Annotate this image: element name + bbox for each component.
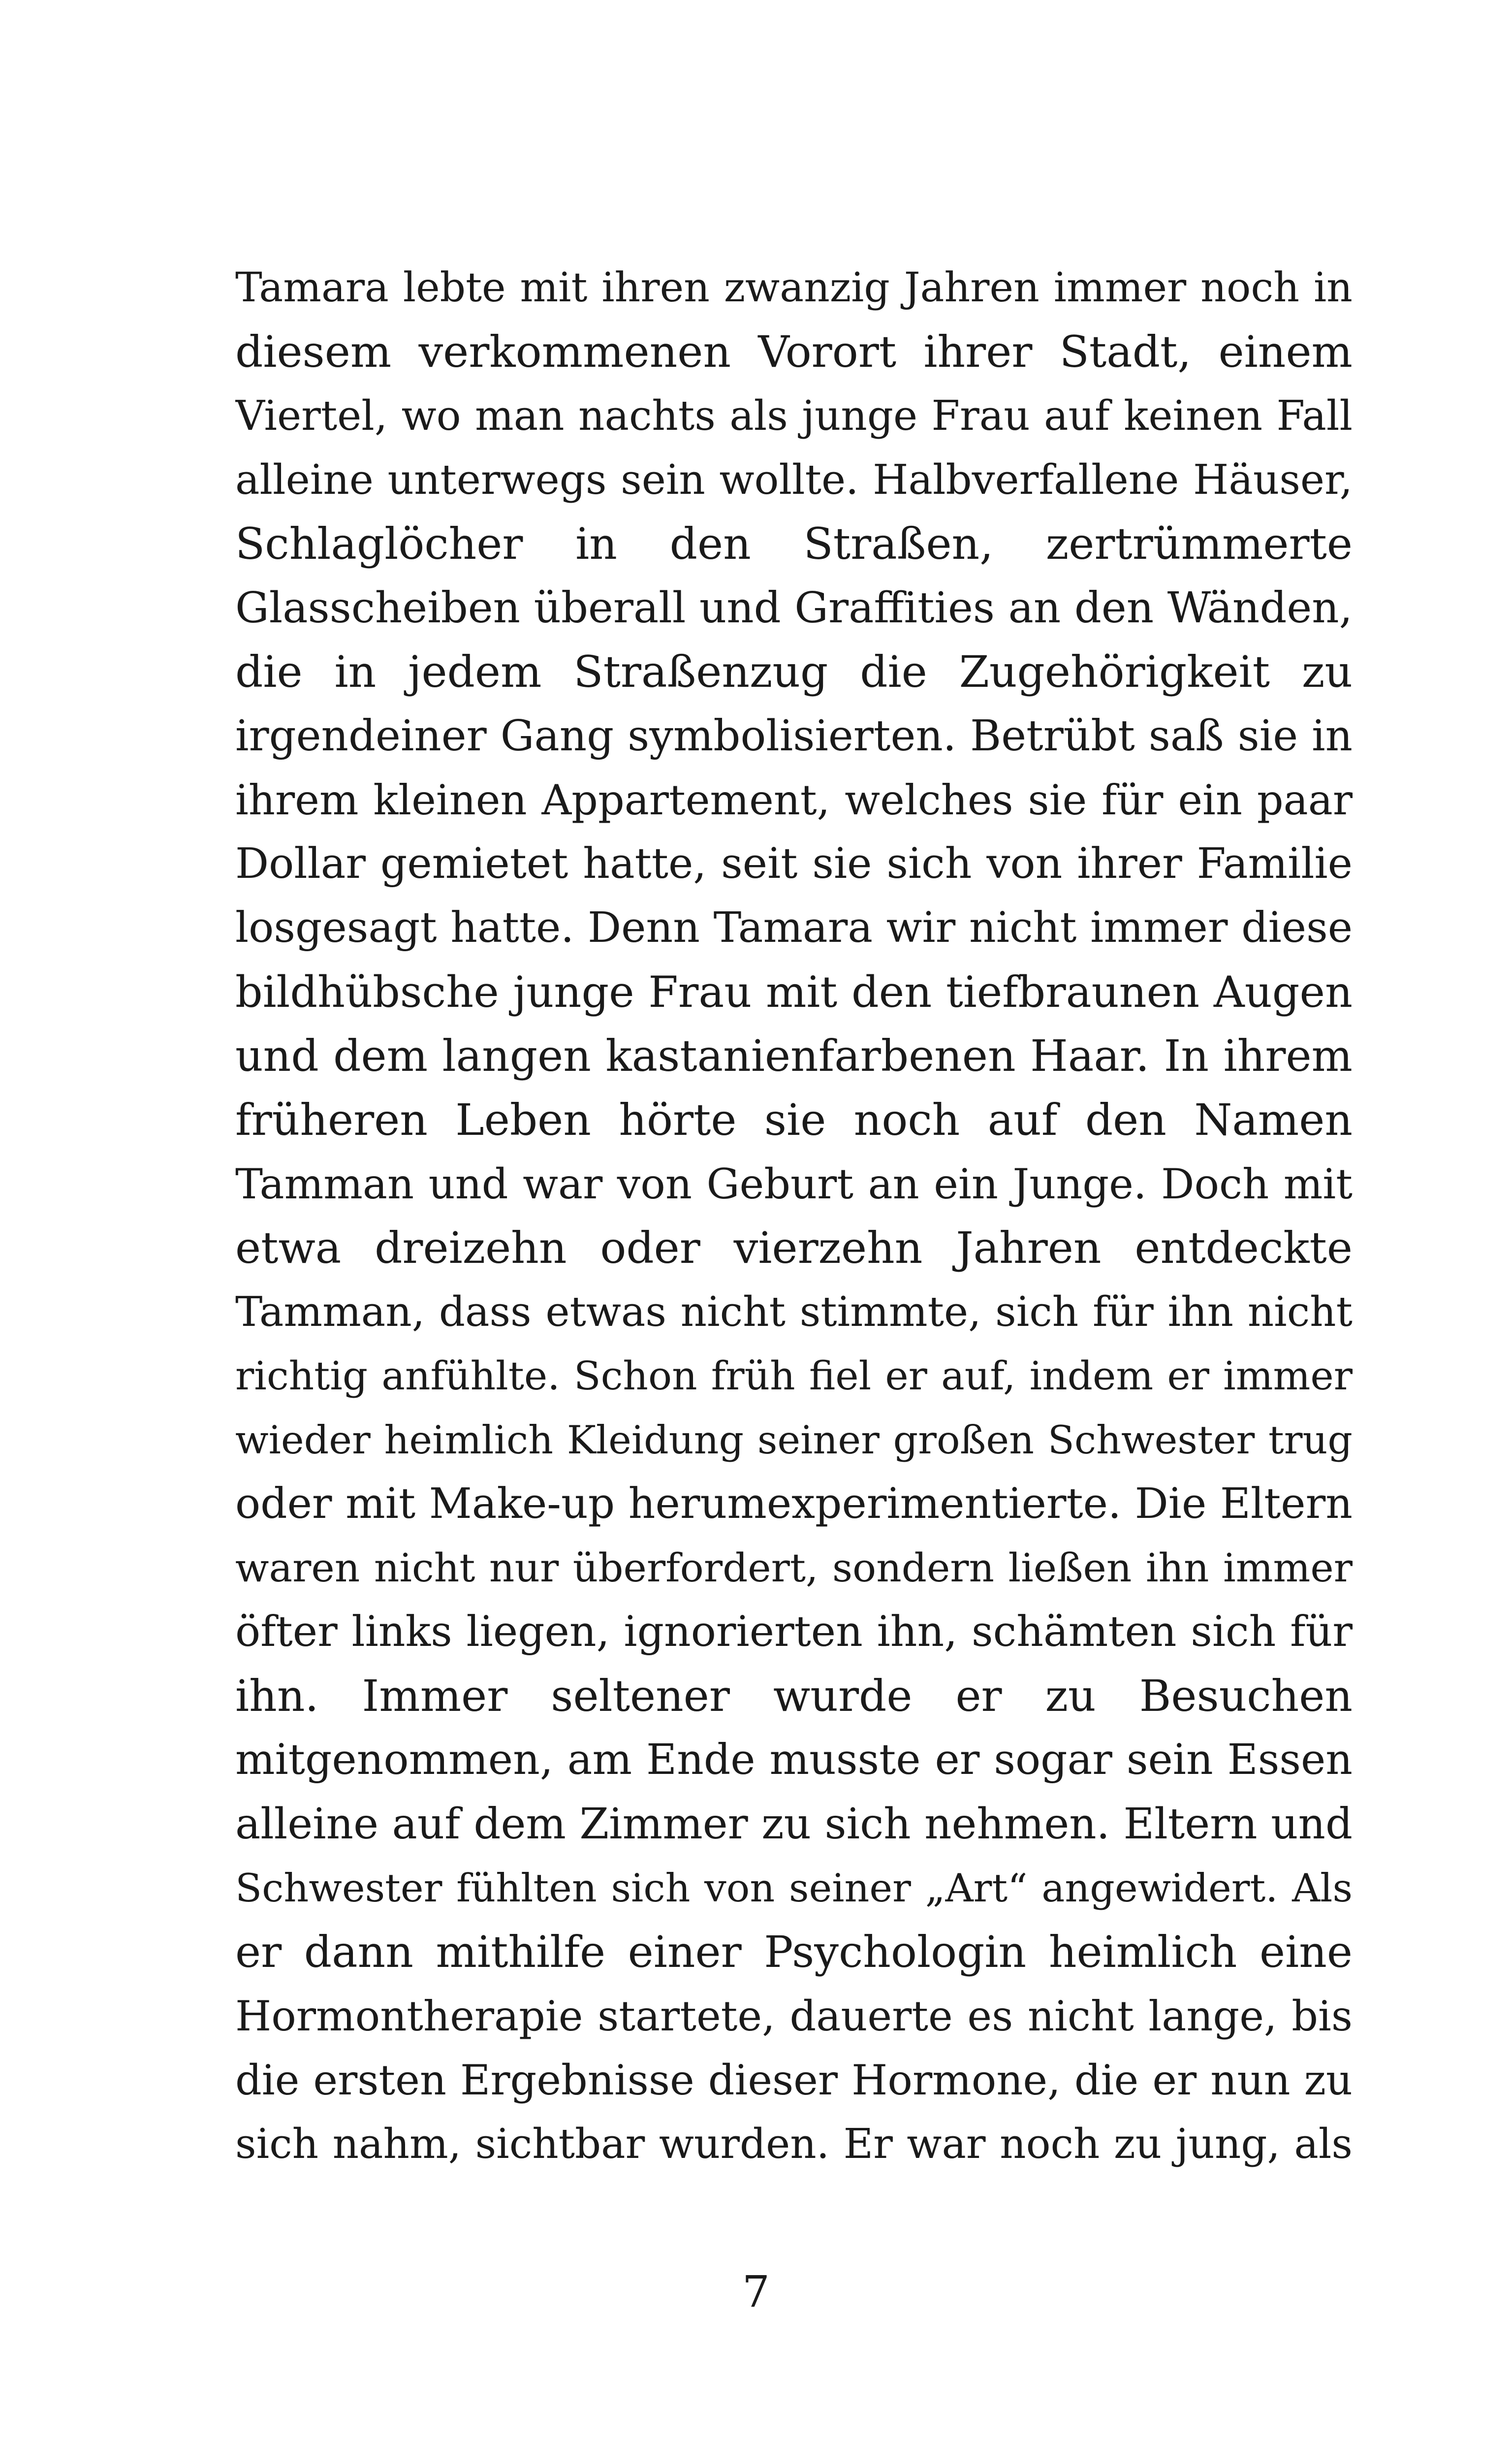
- text-line: Glasscheiben überall und Graffities an den Wänden,: [235, 583, 1353, 633]
- text-line: etwa dreizehn oder vierzehn Jahren entdeckte: [235, 1222, 1353, 1273]
- text-line: oder mit Make-up herumexperimentierte. Die Eltern: [235, 1479, 1353, 1528]
- page-number: 7: [742, 2266, 770, 2317]
- text-line: diesem verkommenen Vorort ihrer Stadt, einem: [235, 326, 1353, 377]
- text-line: waren nicht nur überfordert, sondern ließen ihn immer: [235, 1545, 1353, 1591]
- body-text: [235, 256, 1353, 2176]
- text-line: wieder heimlich Kleidung seiner großen Schwester trug: [235, 1417, 1353, 1463]
- text-line: Viertel, wo man nachts als junge Frau auf keinen Fall: [235, 392, 1353, 440]
- text-line: richtig anfühlte. Schon früh fiel er auf, indem er immer: [235, 1353, 1353, 1399]
- text-line: sich nahm, sichtbar wurden. Er war noch zu jung, als: [235, 2120, 1353, 2168]
- text-line: bildhübsche junge Frau mit den tiefbraunen Augen: [235, 967, 1353, 1017]
- text-line: Tamara lebte mit ihren zwanzig Jahren immer noch in: [235, 264, 1353, 311]
- text-line: und dem langen kastanienfarbenen Haar. In ihrem: [235, 1030, 1353, 1081]
- text-line: mitgenommen, am Ende musste er sogar sein Essen: [235, 1736, 1353, 1784]
- text-line: Hormontherapie startete, dauerte es nicht lange, bis: [235, 1992, 1353, 2040]
- text-line: er dann mithilfe einer Psychologin heimlich eine: [235, 1927, 1353, 1977]
- text-line: ihn. Immer seltener wurde er zu Besuchen: [235, 1671, 1353, 1721]
- text-line: Tamman und war von Geburt an ein Junge. Doch mit: [235, 1160, 1353, 1208]
- text-line: irgendeiner Gang symbolisierten. Betrübt saß sie in: [235, 711, 1353, 761]
- text-line: Schlaglöcher in den Straßen, zertrümmerte: [235, 518, 1353, 569]
- text-line: die in jedem Straßenzug die Zugehörigkeit zu: [235, 646, 1353, 697]
- text-line: alleine unterwegs sein wollte. Halbverfallene Häuser,: [235, 456, 1353, 504]
- text-line: ihrem kleinen Appartement, welches sie für ein paar: [235, 776, 1353, 824]
- text-line: die ersten Ergebnisse dieser Hormone, die er nun zu: [235, 2056, 1353, 2104]
- text-line: alleine auf dem Zimmer zu sich nehmen. Eltern und: [235, 1800, 1353, 1849]
- text-line: Schwester fühlten sich von seiner „Art“ angewidert. Als: [235, 1865, 1353, 1911]
- text-line: früheren Leben hörte sie noch auf den Namen: [235, 1094, 1353, 1145]
- text-line: Dollar gemietet hatte, seit sie sich von ihrer Familie: [235, 839, 1353, 888]
- text-line: Tamman, dass etwas nicht stimmte, sich für ihn nicht: [235, 1288, 1353, 1336]
- text-line: losgesagt hatte. Denn Tamara wir nicht immer diese: [235, 903, 1353, 952]
- text-line: öfter links liegen, ignorierten ihn, schämten sich für: [235, 1607, 1353, 1656]
